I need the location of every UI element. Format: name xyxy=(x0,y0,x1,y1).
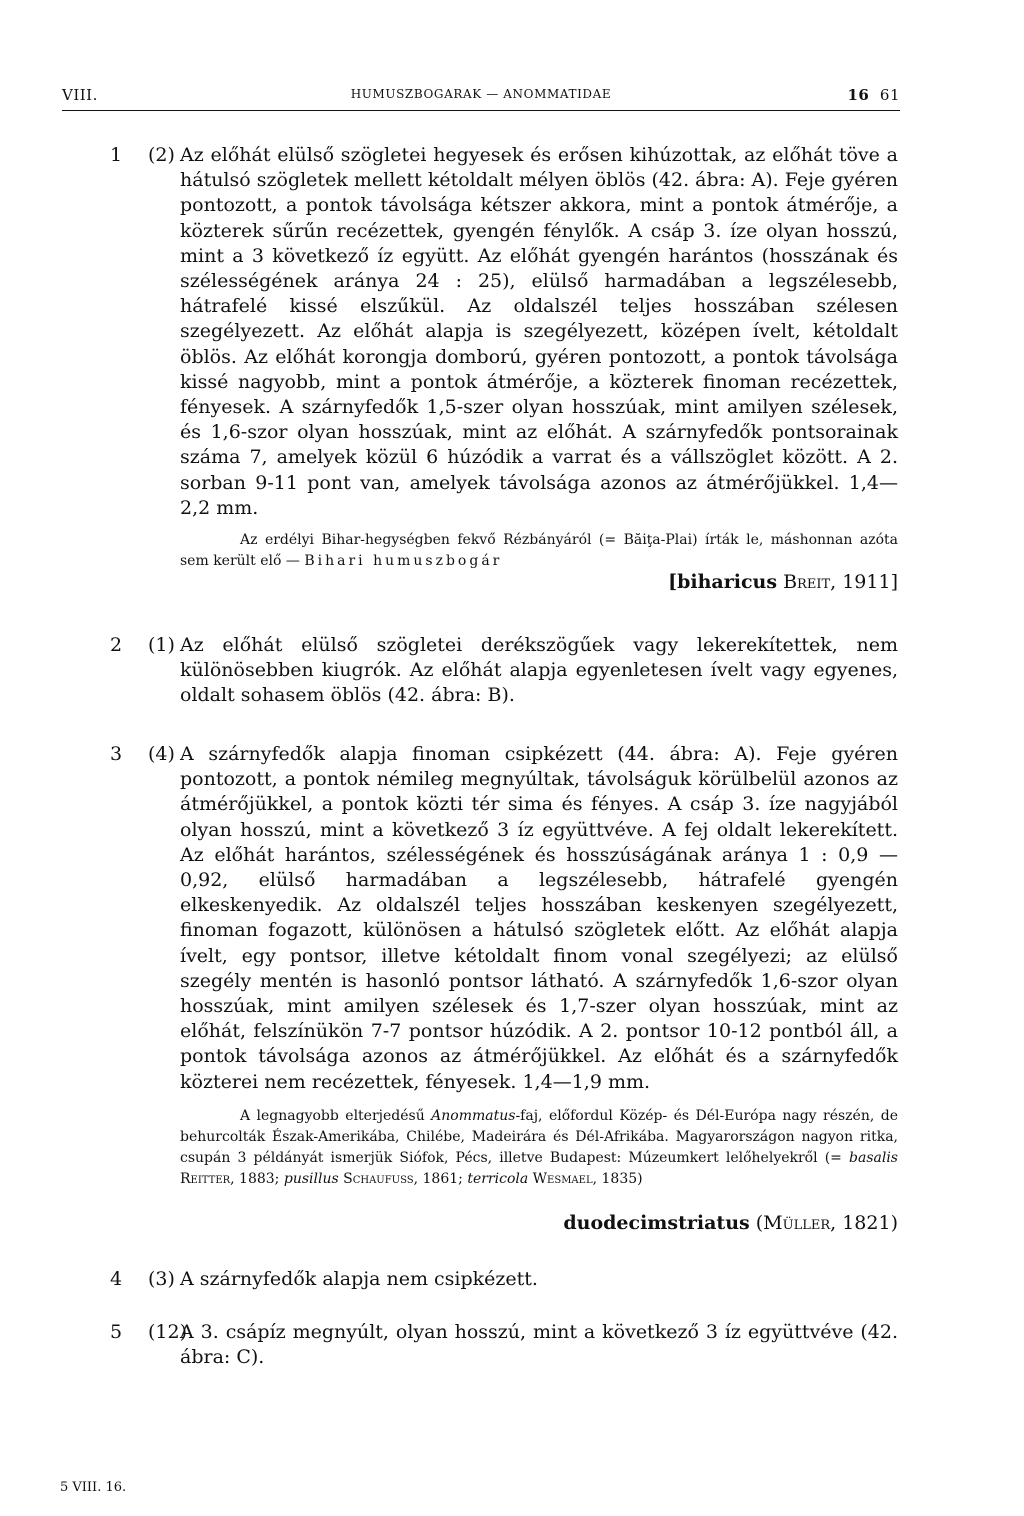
page-number xyxy=(847,86,900,104)
couplet-number: 5 xyxy=(110,1321,123,1343)
couplet-reference: (12) xyxy=(148,1321,188,1343)
couplet-text: A szárnyfedők alapja finoman csipkézett (44. ábra: A). Feje gyéren pontozott, a pontok némileg megnyúltak, távolságuk körülbelül azonos az átmérőjükkel, a pontok közti tér sima és fényes. A csáp 3. íze nagyjából olyan hosszú, mint a következő 3 íz együttvéve. A fej oldalt lekerekített. Az előhát harántos, szélességének és hosszúságának aránya 1 : 0,9 —0,92, elülső harmadában a legszélesebb, hátrafelé gyengén elkeskenyedik. Az oldalszél teljes hosszában keskenyen szegélyezett, finoman fogazott, különösen a hátulsó szögletek előtt. Az előhát alapja ívelt, egy pontsor, illetve kétoldalt finom vonal szegélyezi; az elülső szegély mentén is hasonló pontsor látható. A szárnyfedők 1,6-szor olyan hosszúak, mint amilyen szélesek és 1,7-szer olyan hosszúak, mint az előhát, felszínükön 7-7 pontsor húzódik. A 2. pontsor 10-12 pontból áll, a pontok távolsága azonos az átmérőjükkel. Az előhát és a szárnyfedők közterei nem recézettek, fényesek. 1,4—1,9 mm. xyxy=(180,743,898,1093)
synonym-year: , 1835) xyxy=(592,1171,643,1187)
running-header xyxy=(62,86,900,111)
note-text: A legnagyobb elterjedésű xyxy=(240,1108,432,1124)
synonym-author: Wesmael xyxy=(532,1171,593,1187)
species-author: Müller xyxy=(763,1212,831,1234)
couplet-text: Az előhát elülső szögletei derékszögűek vagy lekerekítettek, nem különösebben kiugrók. Az előhát alapja egyenletesen ívelt vagy egyenes, oldalt sohasem öblös (42. ábra: B). xyxy=(180,634,898,707)
synonym-year: , 1883; xyxy=(230,1171,284,1187)
species-year: , 1911] xyxy=(830,571,898,593)
species-epithet: [biharicus xyxy=(668,571,778,593)
species-epithet: duodecimstriatus xyxy=(563,1212,750,1234)
synonym-author: Reitter xyxy=(180,1171,231,1187)
section-number: VIII. xyxy=(62,86,98,104)
couplet-number: 2 xyxy=(110,634,123,656)
couplet-reference: (1) xyxy=(148,634,175,656)
note-text: Az erdélyi Bihar-hegységben fekvő Rézbányáról (= Băiţa-Plai) írták le, máshonnan azóta sem került elő — xyxy=(180,532,898,569)
couplet-text: Az előhát elülső szögletei hegyesek és erősen kihúzottak, az előhát töve a hátulsó szögletek mellett kétoldalt mélyen öblös (42. ábra: A). Feje gyéren pontozott, a pontok távolsága kétszer akkora, mint a pontok átmérője, a közterek sűrűn recézettek, gyengén fénylők. A csáp 3. íze olyan hosszú, mint a 3 következő íz együtt. Az előhát gyengén harántos (hosszának és szélességének aránya 24 : 25), elülső harmadában a legszélesebb, hátrafelé kissé elszűkül. Az oldalszél teljes hosszában szélesen szegélyezett. Az előhát alapja is szegélyezett, középen ívelt, kétoldalt öblös. Az előhát korongja domború, gyéren pontozott, a pontok távolsága kissé nagyobb, mint a pontok átmérője, a közterek finoman recézettek, fényesek. A szárnyfedők 1,5-szer olyan hosszúak, mint amilyen szélesek, és 1,6-szor olyan hosszúak, mint az előhát. A szárnyfedők pontsorainak száma 7, amelyek közül 6 húzódik a varrat és a vállszöglet között. A 2. sorban 9-11 pont van, amelyek távolsága azonos az átmérőjükkel. 1,4—2,2 mm. xyxy=(180,144,898,519)
synonym: terricola xyxy=(467,1171,529,1187)
running-title: HUMUSZBOGARAK — ANOMMATIDAE xyxy=(350,87,612,101)
signature-mark: 5 VIII. 16. xyxy=(60,1480,127,1495)
couplet-number: 4 xyxy=(110,1268,123,1290)
couplet-text: A szárnyfedők alapja nem csipkézett. xyxy=(180,1268,538,1290)
page-number-plain: 61 xyxy=(879,86,900,104)
synonym-author: Schaufuss xyxy=(343,1171,414,1187)
species-paren: ( xyxy=(749,1212,764,1234)
species-name-3 xyxy=(563,1211,898,1235)
couplet-text: A 3. csápíz megnyúlt, olyan hosszú, mint a következő 3 íz együttvéve (42. ábra: C). xyxy=(180,1321,898,1369)
common-name: Bihari humuszbogár xyxy=(304,553,503,569)
synonym: basalis xyxy=(849,1150,898,1166)
couplet-reference: (3) xyxy=(148,1268,175,1290)
note-text: -faj, előfordul Közép- és Dél-Európa nagy részén, de behurcolták Észak-Amerikába, Chilébe, Madeirára és Dél-Afrikába. Magyarországon nagyon ritka, csupán 3 példányát ismerjük Siófok, Pécs, illetve Budapest: Múzeumkert lelőhelyekről (= xyxy=(180,1108,898,1166)
synonym-year: , 1861; xyxy=(413,1171,468,1187)
synonym: pusillus xyxy=(283,1171,339,1187)
genus-name: Anommatus xyxy=(431,1108,516,1124)
couplet-reference: (2) xyxy=(148,144,175,166)
distribution-note-3 xyxy=(180,1106,898,1190)
species-name-1 xyxy=(668,570,898,594)
distribution-note-1 xyxy=(180,530,898,572)
page-number-bold: 16 xyxy=(847,86,870,104)
couplet-reference: (4) xyxy=(148,743,175,765)
couplet-number: 3 xyxy=(110,743,123,765)
species-year: , 1821) xyxy=(830,1212,898,1234)
couplet-number: 1 xyxy=(110,144,123,166)
species-author: Breit xyxy=(783,571,831,593)
